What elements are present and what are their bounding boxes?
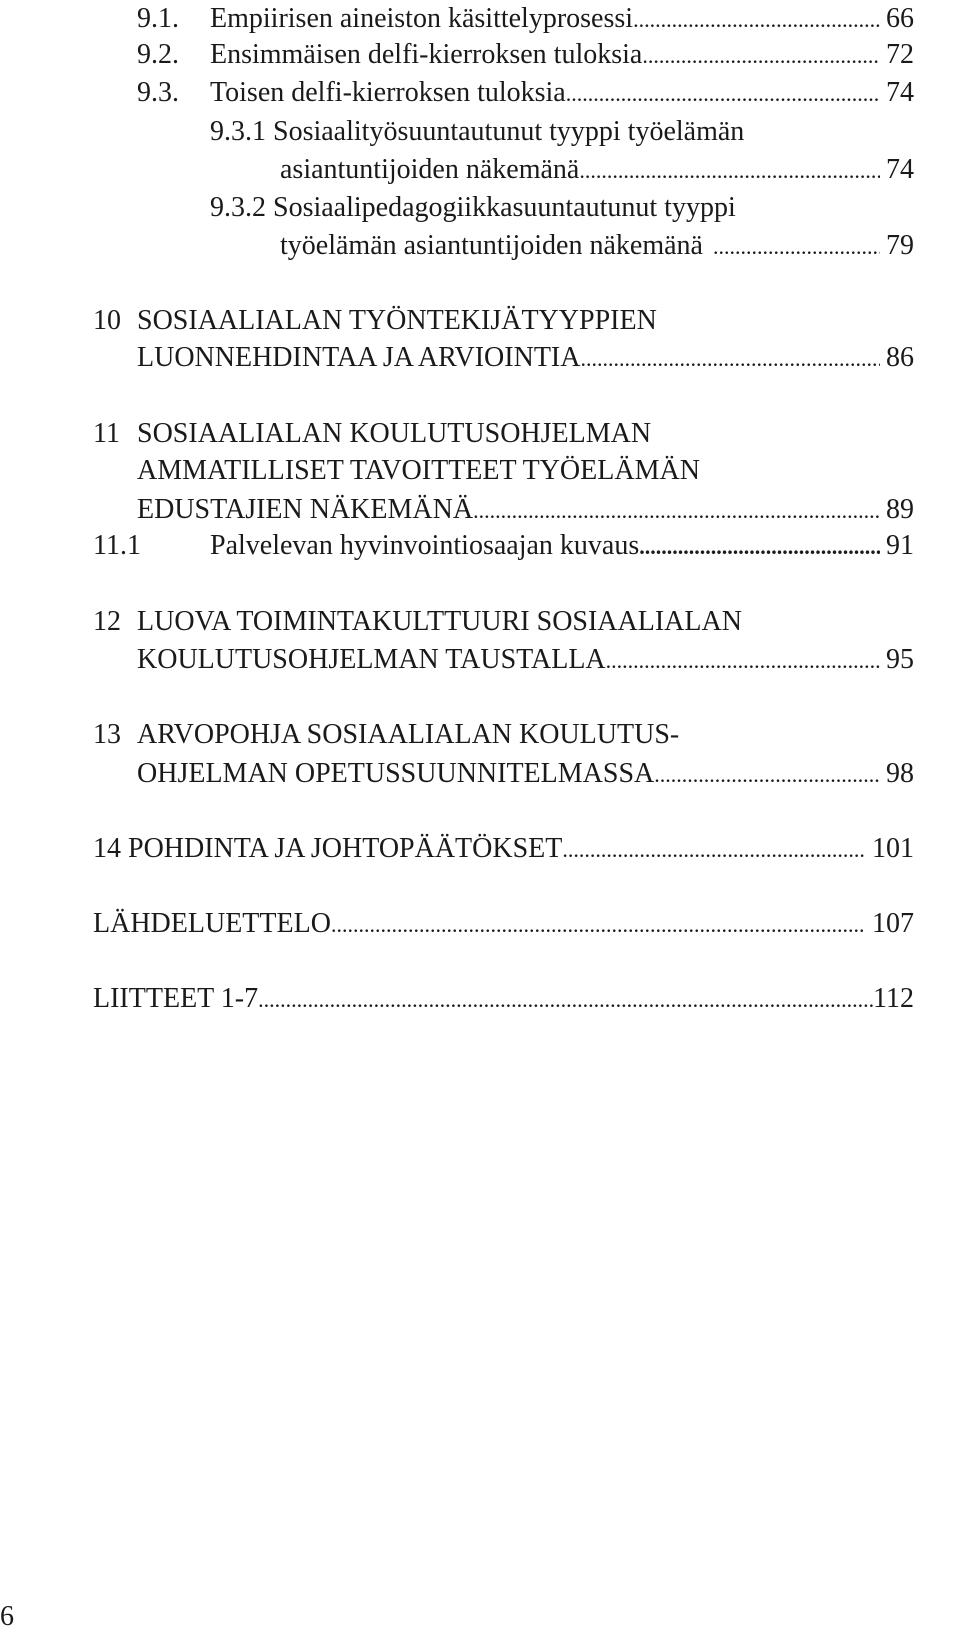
toc-entry-9-2[interactable] xyxy=(137,36,914,74)
toc-leader-dots xyxy=(579,152,880,190)
toc-entry-page: 86 xyxy=(886,342,914,373)
toc-entry-13[interactable] xyxy=(137,755,914,793)
toc-entry-number: 11.1 xyxy=(93,530,141,561)
toc-entry-label: 14 POHDINTA JA JOHTOPÄÄTÖKSET xyxy=(93,833,563,864)
toc-entry-9-3-2-line1: 9.3.2 Sosiaalipedagogiikkasuuntautunut tyyppi xyxy=(210,192,736,223)
toc-entry-11-line2: AMMATILLISET TAVOITTEET TYÖELÄMÄN xyxy=(137,455,700,486)
toc-entry-label: EDUSTAJIEN NÄKEMÄNÄ xyxy=(137,494,474,525)
toc-entry-page: 66 xyxy=(886,3,914,34)
toc-entry-13-number: 13 xyxy=(93,719,121,750)
toc-entry-10-number: 10 xyxy=(93,305,121,336)
toc-entry-appendices[interactable] xyxy=(93,980,914,1018)
toc-entry-label: OHJELMAN OPETUSSUUNNITELMASSA xyxy=(137,758,655,789)
toc-entry-number: 9.1. xyxy=(137,3,179,34)
toc-leader-dots xyxy=(639,528,880,566)
toc-entry-label: Toisen delfi-kierroksen tuloksia xyxy=(210,77,566,108)
toc-entry-number: 9.3. xyxy=(137,77,179,108)
toc-entry-label: LIITTEET 1-7 xyxy=(93,983,259,1014)
toc-entry-page: 74 xyxy=(886,154,914,185)
toc-entry-references[interactable] xyxy=(93,905,914,943)
toc-entry-label: asiantuntijoiden näkemänä xyxy=(280,154,580,185)
toc-entry-9-3-2[interactable] xyxy=(280,227,914,265)
toc-entry-label: Empiirisen aineiston käsittelyprosessi xyxy=(210,3,634,34)
toc-leader-dots xyxy=(331,906,866,944)
toc-entry-10-line1: SOSIAALIALAN TYÖNTEKIJÄTYYPPIEN xyxy=(137,305,657,336)
toc-leader-dots xyxy=(713,228,880,266)
toc-entry-12-line1: LUOVA TOIMINTAKULTTUURI SOSIAALIALAN xyxy=(137,606,742,637)
toc-entry-page: 72 xyxy=(886,39,914,70)
toc-entry-12-number: 12 xyxy=(93,606,121,637)
toc-entry-label: LÄHDELUETTELO xyxy=(93,908,331,939)
toc-entry-11-1[interactable] xyxy=(93,527,914,565)
toc-entry-number: 9.2. xyxy=(137,39,179,70)
toc-entry-page: 112 xyxy=(873,983,914,1014)
toc-entry-page: 74 xyxy=(886,77,914,108)
toc-leader-dots xyxy=(606,642,880,680)
toc-entry-10[interactable] xyxy=(137,339,914,377)
toc-leader-dots xyxy=(258,981,873,1019)
toc-entry-label: KOULUTUSOHJELMAN TAUSTALLA xyxy=(137,644,606,675)
toc-entry-page: 79 xyxy=(886,230,914,261)
toc-entry-label: Ensimmäisen delfi-kierroksen tuloksia xyxy=(210,39,643,70)
toc-entry-12[interactable] xyxy=(137,641,914,679)
page-number: 6 xyxy=(0,1601,14,1632)
toc-entry-label: työelämän asiantuntijoiden näkemänä xyxy=(280,230,703,261)
toc-entry-page: 91 xyxy=(886,530,914,561)
toc-entry-page: 95 xyxy=(886,644,914,675)
toc-entry-page: 89 xyxy=(886,494,914,525)
toc-entry-11-line1: SOSIAALIALAN KOULUTUSOHJELMAN xyxy=(137,418,652,449)
toc-leader-dots xyxy=(473,492,880,530)
toc-entry-9-1[interactable] xyxy=(137,0,914,38)
toc-leader-dots xyxy=(566,75,880,113)
toc-entry-13-line1: ARVOPOHJA SOSIAALIALAN KOULUTUS- xyxy=(137,719,680,750)
toc-leader-dots xyxy=(654,756,880,794)
toc-leader-dots xyxy=(633,1,880,39)
toc-leader-dots xyxy=(580,340,880,378)
toc-entry-9-3[interactable] xyxy=(137,74,914,112)
toc-entry-9-3-1-line1: 9.3.1 Sosiaalityösuuntautunut tyyppi työelämän xyxy=(210,116,745,147)
toc-entry-label: LUONNEHDINTAA JA ARVIOINTIA xyxy=(137,342,581,373)
toc-leader-dots xyxy=(642,37,880,75)
toc-entry-page: 107 xyxy=(872,908,914,939)
toc-entry-page: 98 xyxy=(886,758,914,789)
toc-leader-dots xyxy=(562,831,866,869)
toc-entry-11-number: 11 xyxy=(93,418,120,449)
toc-entry-11[interactable] xyxy=(137,491,914,529)
toc-entry-14[interactable] xyxy=(93,830,914,868)
toc-entry-page: 101 xyxy=(872,833,914,864)
toc-entry-9-3-1[interactable] xyxy=(280,151,914,189)
toc-entry-label: Palvelevan hyvinvointiosaajan kuvaus xyxy=(210,530,640,561)
